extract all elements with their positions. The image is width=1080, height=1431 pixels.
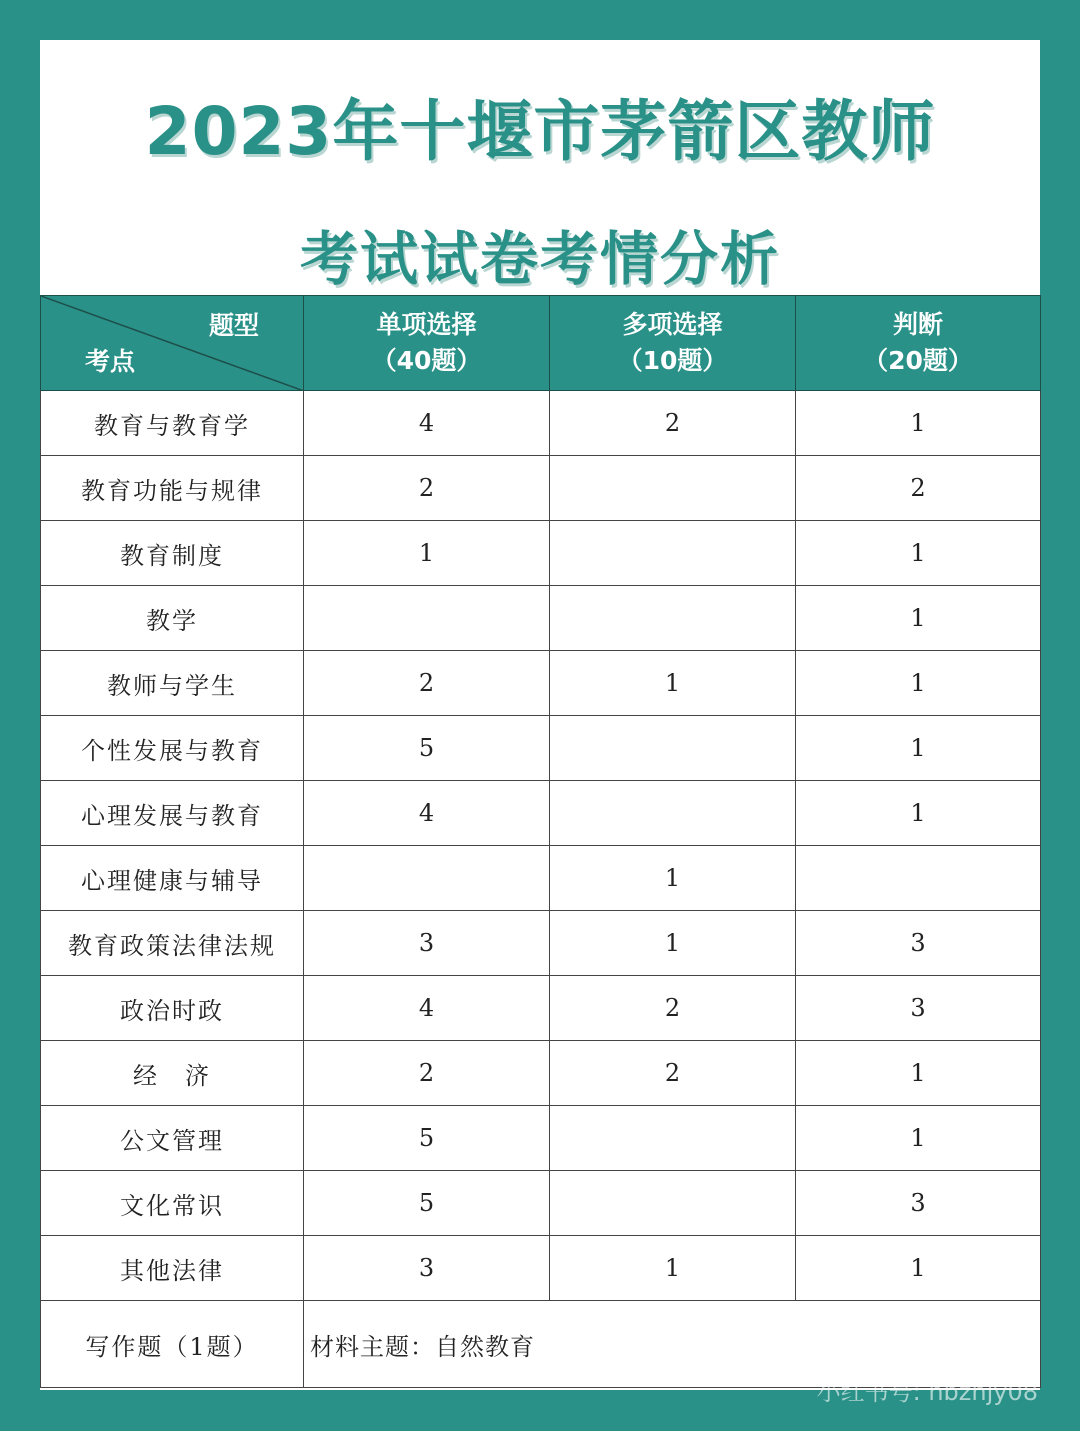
corner-label-topic: 考点	[85, 347, 136, 376]
topic-cell: 教育功能与规律	[41, 456, 304, 521]
table-row	[41, 1106, 1041, 1171]
single-choice-cell: 2	[304, 1041, 550, 1106]
table-header-row	[41, 296, 1041, 391]
table-row	[41, 716, 1041, 781]
exam-analysis-table	[40, 295, 1041, 1388]
topic-cell: 经 济	[41, 1041, 304, 1106]
topic-cell: 教育政策法律法规	[41, 911, 304, 976]
judge-cell: 3	[796, 976, 1041, 1041]
writing-label-cell: 写作题（1题）	[41, 1301, 304, 1388]
topic-cell: 个性发展与教育	[41, 716, 304, 781]
judge-cell: 1	[796, 1106, 1041, 1171]
single-choice-cell: 5	[304, 716, 550, 781]
judge-cell: 1	[796, 586, 1041, 651]
multi-choice-cell: 2	[550, 391, 796, 456]
topic-cell: 教育制度	[41, 521, 304, 586]
topic-cell: 心理健康与辅导	[41, 846, 304, 911]
header-multi-choice-title: 多项选择	[622, 310, 723, 339]
header-multi-choice-count: （10题）	[617, 346, 728, 375]
corner-header-cell	[41, 296, 304, 391]
judge-cell	[796, 846, 1041, 911]
multi-choice-cell	[550, 1106, 796, 1171]
table-row	[41, 1171, 1041, 1236]
header-single-choice-count: （40题）	[371, 346, 482, 375]
multi-choice-cell	[550, 781, 796, 846]
judge-cell: 1	[796, 781, 1041, 846]
topic-cell: 政治时政	[41, 976, 304, 1041]
page-title: 2023年十堰市茅箭区教师	[144, 93, 936, 170]
page-subtitle: 考试试卷考情分析	[299, 225, 780, 293]
topic-cell: 心理发展与教育	[41, 781, 304, 846]
header-multi-choice	[550, 296, 796, 391]
header-judge	[796, 296, 1041, 391]
judge-cell: 3	[796, 1171, 1041, 1236]
multi-choice-cell: 1	[550, 651, 796, 716]
watermark-text: 小红书号: hbzhjy08	[816, 1378, 1038, 1406]
table-row	[41, 781, 1041, 846]
table-row	[41, 651, 1041, 716]
single-choice-cell: 5	[304, 1106, 550, 1171]
judge-cell: 1	[796, 521, 1041, 586]
topic-cell: 教育与教育学	[41, 391, 304, 456]
watermark-logo: 小红书	[968, 1333, 1032, 1367]
table-row	[41, 1236, 1041, 1301]
table-row	[41, 521, 1041, 586]
multi-choice-cell: 2	[550, 976, 796, 1041]
table-row	[41, 391, 1041, 456]
single-choice-cell: 4	[304, 781, 550, 846]
header-single-choice	[304, 296, 550, 391]
judge-cell: 1	[796, 651, 1041, 716]
header-single-choice-title: 单项选择	[376, 310, 477, 339]
multi-choice-cell: 1	[550, 911, 796, 976]
single-choice-cell: 2	[304, 651, 550, 716]
judge-cell: 3	[796, 911, 1041, 976]
single-choice-cell: 1	[304, 521, 550, 586]
multi-choice-cell	[550, 456, 796, 521]
title-block	[40, 40, 1040, 295]
topic-cell: 教学	[41, 586, 304, 651]
writing-material-cell: 材料主题：自然教育	[304, 1301, 1041, 1388]
judge-cell: 2	[796, 456, 1041, 521]
multi-choice-cell	[550, 1171, 796, 1236]
analysis-card	[40, 40, 1040, 1390]
multi-choice-cell	[550, 586, 796, 651]
table-row	[41, 456, 1041, 521]
topic-cell: 公文管理	[41, 1106, 304, 1171]
multi-choice-cell: 1	[550, 846, 796, 911]
single-choice-cell: 4	[304, 976, 550, 1041]
table-row	[41, 1041, 1041, 1106]
corner-label-type: 题型	[208, 311, 259, 340]
judge-cell: 1	[796, 716, 1041, 781]
judge-cell: 1	[796, 1041, 1041, 1106]
single-choice-cell	[304, 846, 550, 911]
topic-cell: 教师与学生	[41, 651, 304, 716]
multi-choice-cell	[550, 716, 796, 781]
multi-choice-cell	[550, 521, 796, 586]
single-choice-cell: 3	[304, 1236, 550, 1301]
table-row	[41, 846, 1041, 911]
topic-cell: 其他法律	[41, 1236, 304, 1301]
table-row	[41, 586, 1041, 651]
table-row	[41, 976, 1041, 1041]
topic-cell: 文化常识	[41, 1171, 304, 1236]
single-choice-cell: 3	[304, 911, 550, 976]
table-row	[41, 911, 1041, 976]
single-choice-cell	[304, 586, 550, 651]
multi-choice-cell: 2	[550, 1041, 796, 1106]
multi-choice-cell: 1	[550, 1236, 796, 1301]
single-choice-cell: 4	[304, 391, 550, 456]
header-judge-title: 判断	[892, 310, 943, 339]
single-choice-cell: 5	[304, 1171, 550, 1236]
judge-cell: 1	[796, 391, 1041, 456]
single-choice-cell: 2	[304, 456, 550, 521]
diagonal-line	[41, 296, 304, 391]
judge-cell: 1	[796, 1236, 1041, 1301]
header-judge-count: （20题）	[863, 346, 973, 375]
